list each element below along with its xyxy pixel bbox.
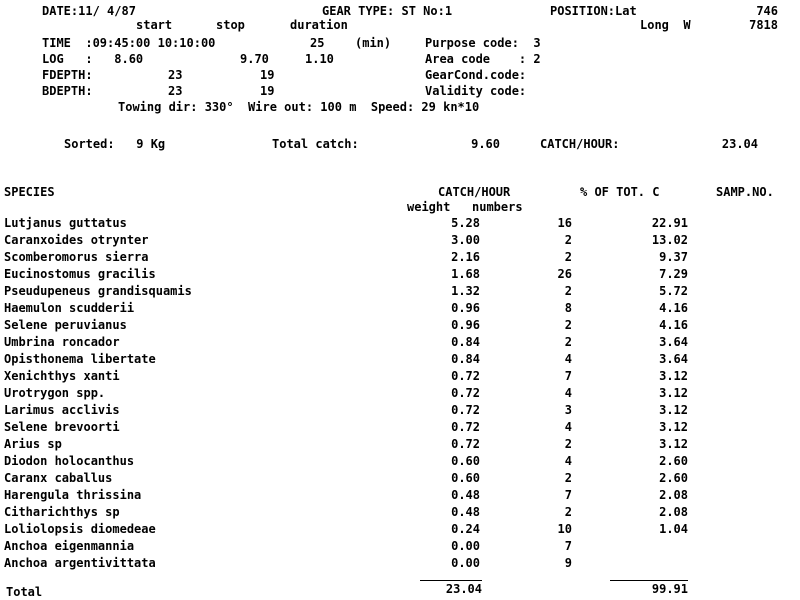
pct-value: 2.60	[659, 471, 688, 485]
pct-value: 2.08	[659, 505, 688, 519]
weight-value: 0.24	[451, 522, 480, 536]
weight-value: 0.48	[451, 488, 480, 502]
species-name: Selene peruvianus	[4, 318, 127, 332]
pct-value: 3.12	[659, 437, 688, 451]
fdepth-stop: 19	[260, 68, 275, 82]
pct-value: 4.16	[659, 318, 688, 332]
log-stop: 9.70	[240, 52, 269, 66]
species-name: Urotrygon spp.	[4, 386, 106, 400]
catch-hour-label: CATCH/HOUR:	[540, 137, 620, 151]
numbers-value: 8	[564, 301, 572, 315]
pct-value: 4.16	[659, 301, 688, 315]
numbers-value: 2	[564, 335, 572, 349]
purpose-code: Purpose code: 3	[425, 36, 541, 50]
pct-value: 5.72	[659, 284, 688, 298]
numbers-value: 7	[564, 539, 572, 553]
species-name: Lutjanus guttatus	[4, 216, 127, 230]
fdepth-start: 23	[168, 68, 183, 82]
bdepth-stop: 19	[260, 84, 275, 98]
weight-value: 0.60	[451, 454, 480, 468]
numbers-value: 2	[564, 437, 572, 451]
numbers-value: 9	[564, 556, 572, 570]
numbers-value: 2	[564, 471, 572, 485]
weight-subheader: weight	[407, 200, 451, 214]
weight-value: 5.28	[451, 216, 480, 230]
species-name: Harengula thrissina	[4, 488, 142, 502]
pct-value: 3.12	[659, 369, 688, 383]
numbers-value: 7	[564, 369, 572, 383]
species-name: Citharichthys sp	[4, 505, 120, 519]
pct-value: 3.64	[659, 335, 688, 349]
log-duration: 1.10	[305, 52, 334, 66]
total-weight: 23.04	[445, 582, 482, 596]
pct-value: 3.64	[659, 352, 688, 366]
time-duration: 25	[310, 36, 325, 50]
column-stop-header: stop	[216, 18, 245, 32]
numbers-value: 4	[564, 420, 572, 434]
pct-value: 7.29	[659, 267, 688, 281]
bdepth-label: BDEPTH:	[42, 84, 93, 98]
pct-value: 9.37	[659, 250, 688, 264]
numbers-value: 4	[564, 352, 572, 366]
species-name: Pseudupeneus grandisquamis	[4, 284, 192, 298]
species-name: Eucinostomus gracilis	[4, 267, 156, 281]
weight-value: 0.72	[451, 386, 480, 400]
weight-total-rule	[420, 580, 482, 581]
pct-value: 1.04	[659, 522, 688, 536]
catch-hour-value: 23.04	[721, 137, 758, 151]
gear-type-field: GEAR TYPE: ST No:1	[322, 4, 453, 18]
numbers-value: 2	[564, 505, 572, 519]
pct-value: 3.12	[659, 386, 688, 400]
weight-value: 0.00	[451, 539, 480, 553]
species-header: SPECIES	[4, 185, 55, 199]
pct-total-rule	[610, 580, 688, 581]
weight-value: 0.60	[451, 471, 480, 485]
numbers-value: 4	[564, 386, 572, 400]
numbers-value: 10	[557, 522, 572, 536]
species-name: Umbrina roncador	[4, 335, 120, 349]
weight-value: 0.84	[451, 335, 480, 349]
log-field: LOG : 8.60	[42, 52, 144, 66]
numbers-subheader: numbers	[472, 200, 523, 214]
weight-value: 0.72	[451, 420, 480, 434]
position-long-label: Long W	[640, 18, 691, 32]
weight-value: 3.00	[451, 233, 480, 247]
towing-info: Towing dir: 330° Wire out: 100 m Speed: 29 kn*10	[118, 100, 480, 114]
species-name: Loliolopsis diomedeae	[4, 522, 156, 536]
pct-value: 22.91	[651, 216, 688, 230]
pct-value: 3.12	[659, 420, 688, 434]
species-name: Anchoa eigenmannia	[4, 539, 135, 553]
species-name: Larimus acclivis	[4, 403, 120, 417]
numbers-value: 2	[564, 284, 572, 298]
position-long-value: 7818	[749, 18, 778, 32]
species-name: Scomberomorus sierra	[4, 250, 149, 264]
species-name: Arius sp	[4, 437, 62, 451]
fdepth-label: FDEPTH:	[42, 68, 93, 82]
species-name: Diodon holocanthus	[4, 454, 135, 468]
species-name: Caranxoides otrynter	[4, 233, 149, 247]
column-duration-header: duration	[290, 18, 348, 32]
numbers-value: 4	[564, 454, 572, 468]
weight-value: 0.84	[451, 352, 480, 366]
numbers-value: 16	[557, 216, 572, 230]
species-name: Xenichthys xanti	[4, 369, 120, 383]
pct-value: 3.12	[659, 403, 688, 417]
species-name: Opisthonema libertate	[4, 352, 156, 366]
numbers-value: 2	[564, 250, 572, 264]
weight-value: 0.96	[451, 318, 480, 332]
weight-value: 0.72	[451, 403, 480, 417]
total-label: Total	[6, 585, 43, 599]
sorted-weight: Sorted: 9 Kg	[64, 137, 166, 151]
species-name: Selene brevoorti	[4, 420, 120, 434]
species-name: Caranx caballus	[4, 471, 113, 485]
validity-code: Validity code:	[425, 84, 527, 98]
weight-value: 0.00	[451, 556, 480, 570]
bdepth-start: 23	[168, 84, 183, 98]
species-name: Anchoa argentivittata	[4, 556, 156, 570]
pct-value: 13.02	[651, 233, 688, 247]
weight-value: 1.68	[451, 267, 480, 281]
gearcond-code: GearCond.code:	[425, 68, 527, 82]
position-lat-label: POSITION:Lat	[550, 4, 637, 18]
numbers-value: 26	[557, 267, 572, 281]
position-lat-value: 746	[756, 4, 778, 18]
total-catch-value: 9.60	[471, 137, 500, 151]
time-unit: (min)	[355, 36, 392, 50]
pct-value: 2.08	[659, 488, 688, 502]
total-catch-label: Total catch:	[272, 137, 359, 151]
total-pct: 99.91	[651, 582, 688, 596]
weight-value: 0.72	[451, 369, 480, 383]
numbers-value: 2	[564, 233, 572, 247]
area-code: Area code : 2	[425, 52, 541, 66]
weight-value: 0.48	[451, 505, 480, 519]
numbers-value: 2	[564, 318, 572, 332]
numbers-value: 3	[564, 403, 572, 417]
date-field: DATE:11/ 4/87	[42, 4, 136, 18]
time-field: TIME :09:45:00 10:10:00	[42, 36, 216, 50]
pct-total-header: % OF TOT. C	[580, 185, 660, 199]
pct-value: 2.60	[659, 454, 688, 468]
catch-hour-header: CATCH/HOUR	[438, 185, 511, 199]
numbers-value: 7	[564, 488, 572, 502]
column-start-header: start	[136, 18, 173, 32]
species-name: Haemulon scudderii	[4, 301, 135, 315]
sample-number-header: SAMP.NO.	[716, 185, 774, 199]
weight-value: 2.16	[451, 250, 480, 264]
weight-value: 0.72	[451, 437, 480, 451]
weight-value: 1.32	[451, 284, 480, 298]
weight-value: 0.96	[451, 301, 480, 315]
